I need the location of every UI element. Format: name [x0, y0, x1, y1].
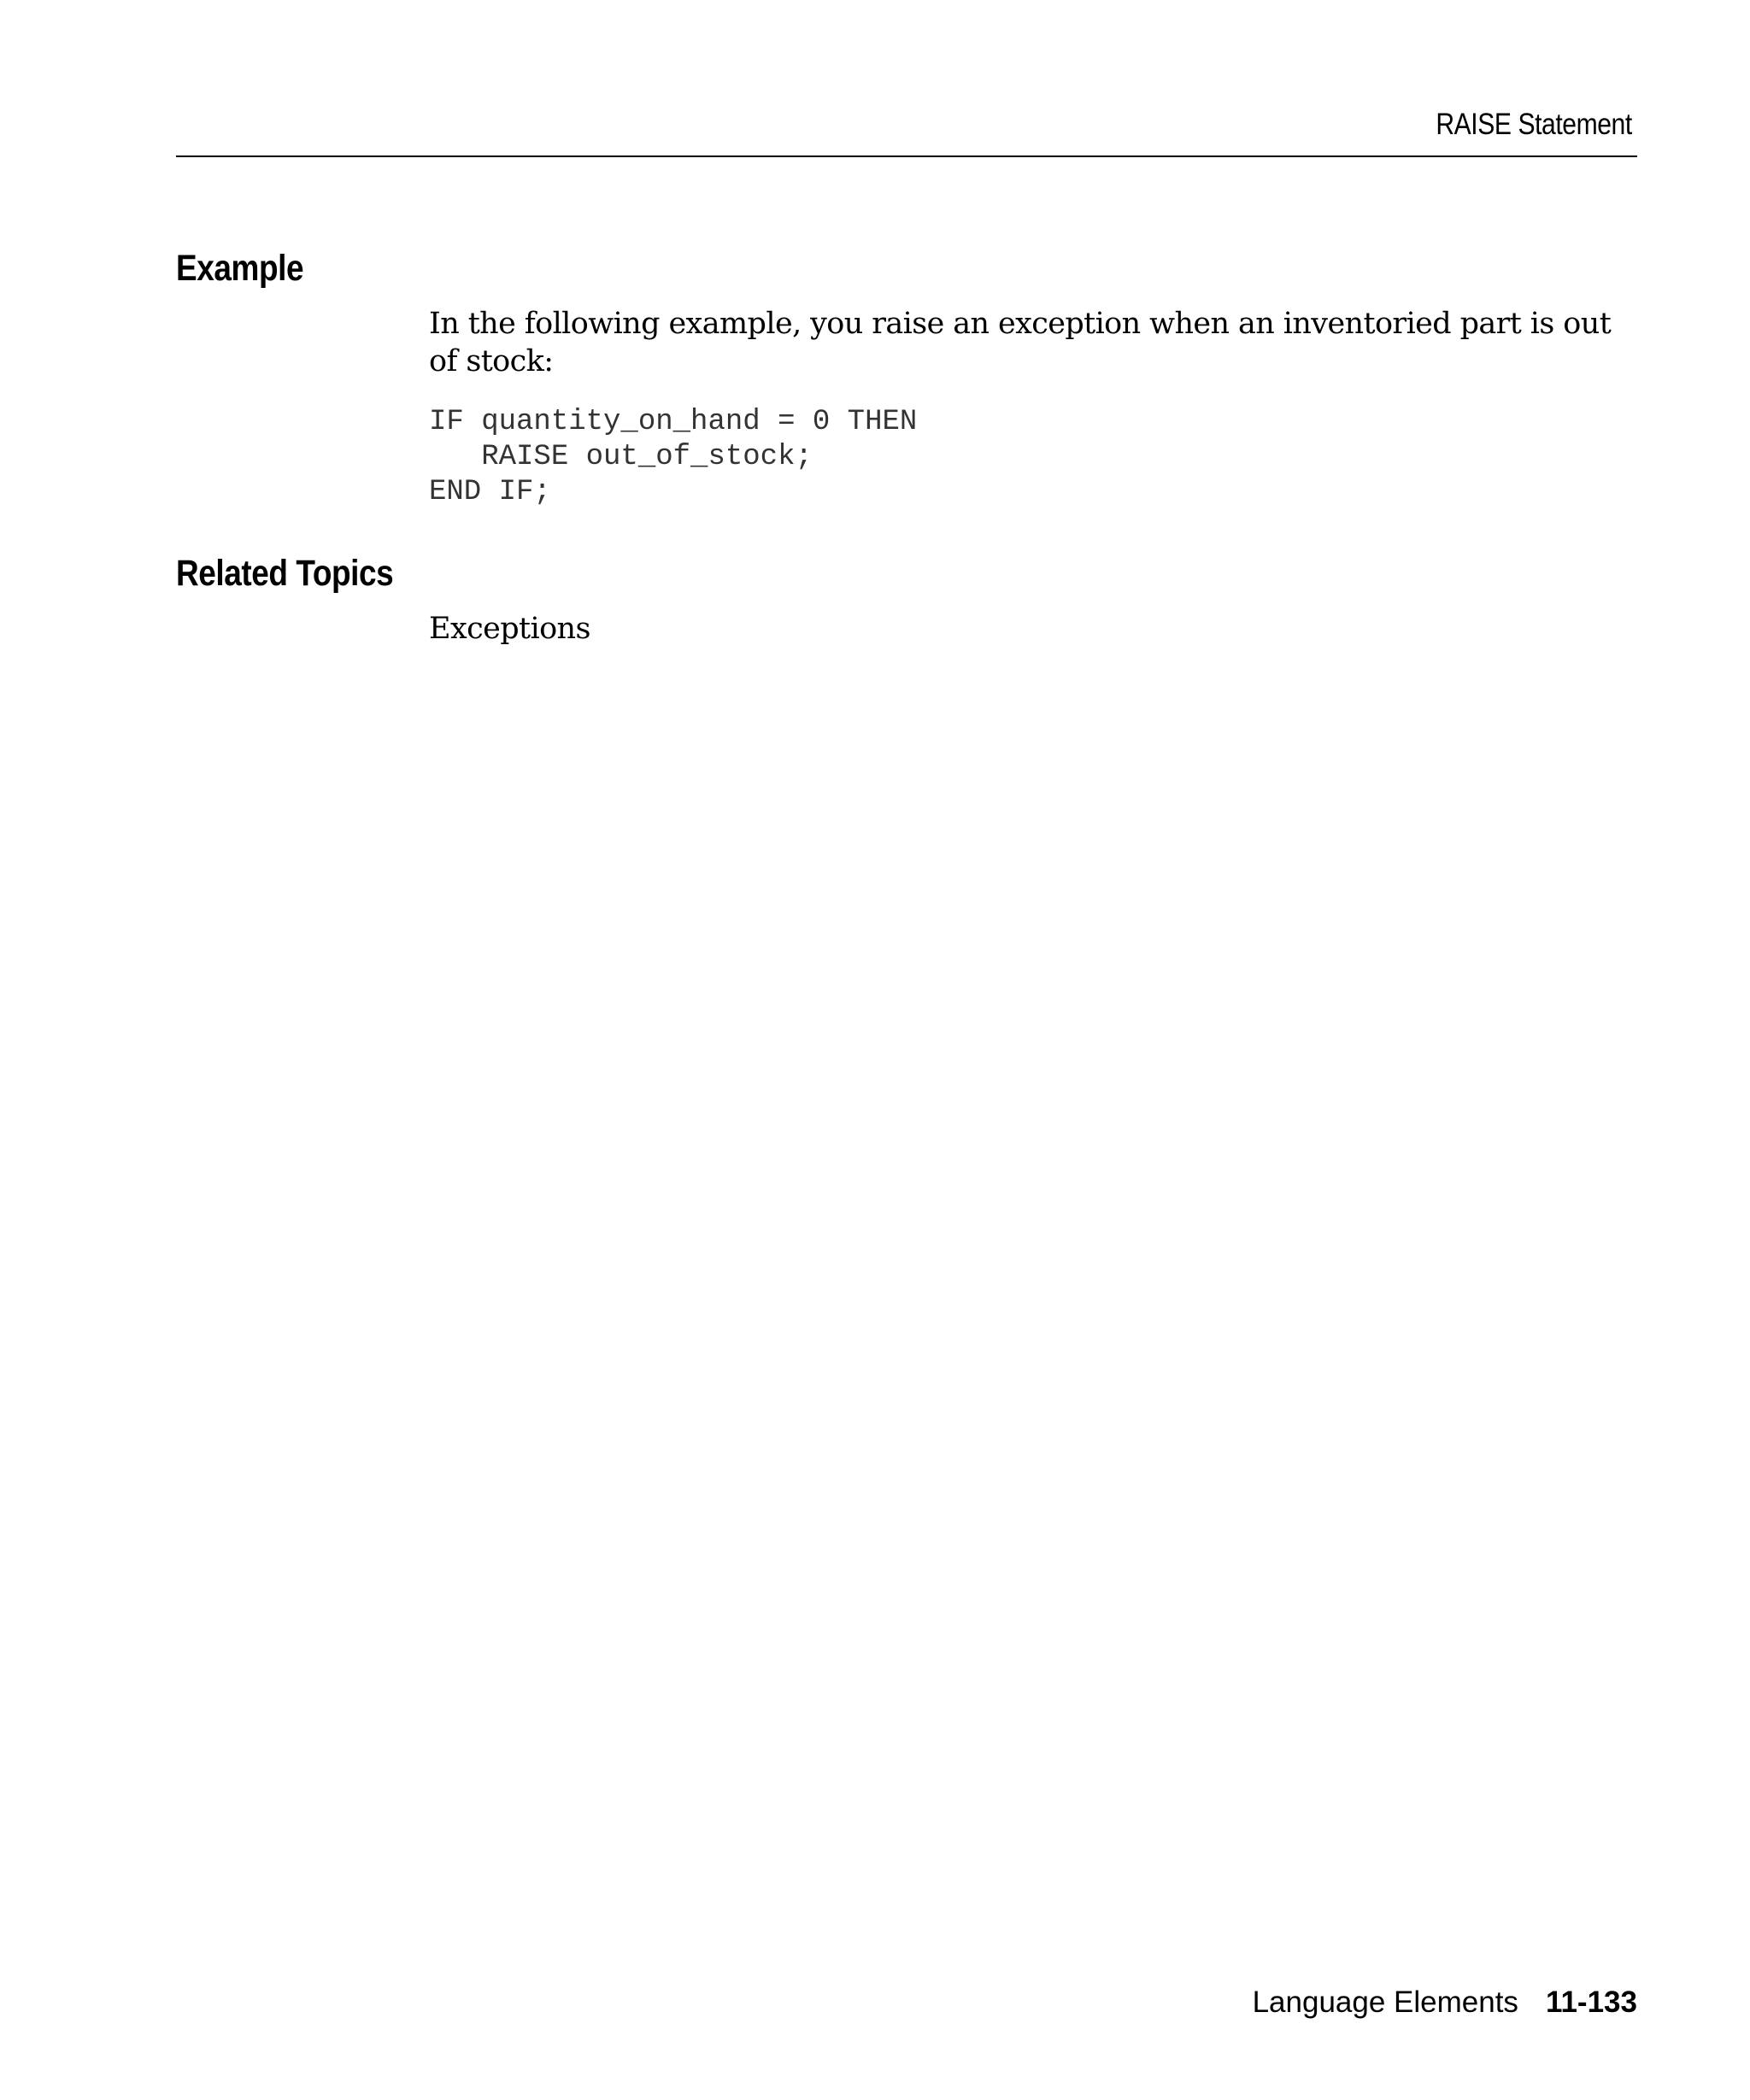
code-line: RAISE out_of_stock;: [429, 441, 813, 473]
page-footer: [1253, 1986, 1637, 2020]
page-number: 11-133: [1545, 1986, 1637, 2019]
example-intro-paragraph: In the following example, you raise an exception when an inventoried part is out of stock:: [429, 307, 1612, 378]
code-line: END IF;: [429, 476, 551, 508]
related-topics-heading: Related Topics: [176, 553, 394, 594]
code-line: IF quantity_on_hand = 0 THEN: [429, 406, 918, 438]
header-divider: [176, 155, 1637, 157]
footer-chapter-title: Language Elements: [1252, 1986, 1518, 2019]
related-topic-link[interactable]: Exceptions: [429, 612, 590, 646]
code-example: [429, 405, 917, 510]
example-heading: Example: [176, 248, 304, 289]
running-header-title: RAISE Statement: [1436, 108, 1632, 141]
